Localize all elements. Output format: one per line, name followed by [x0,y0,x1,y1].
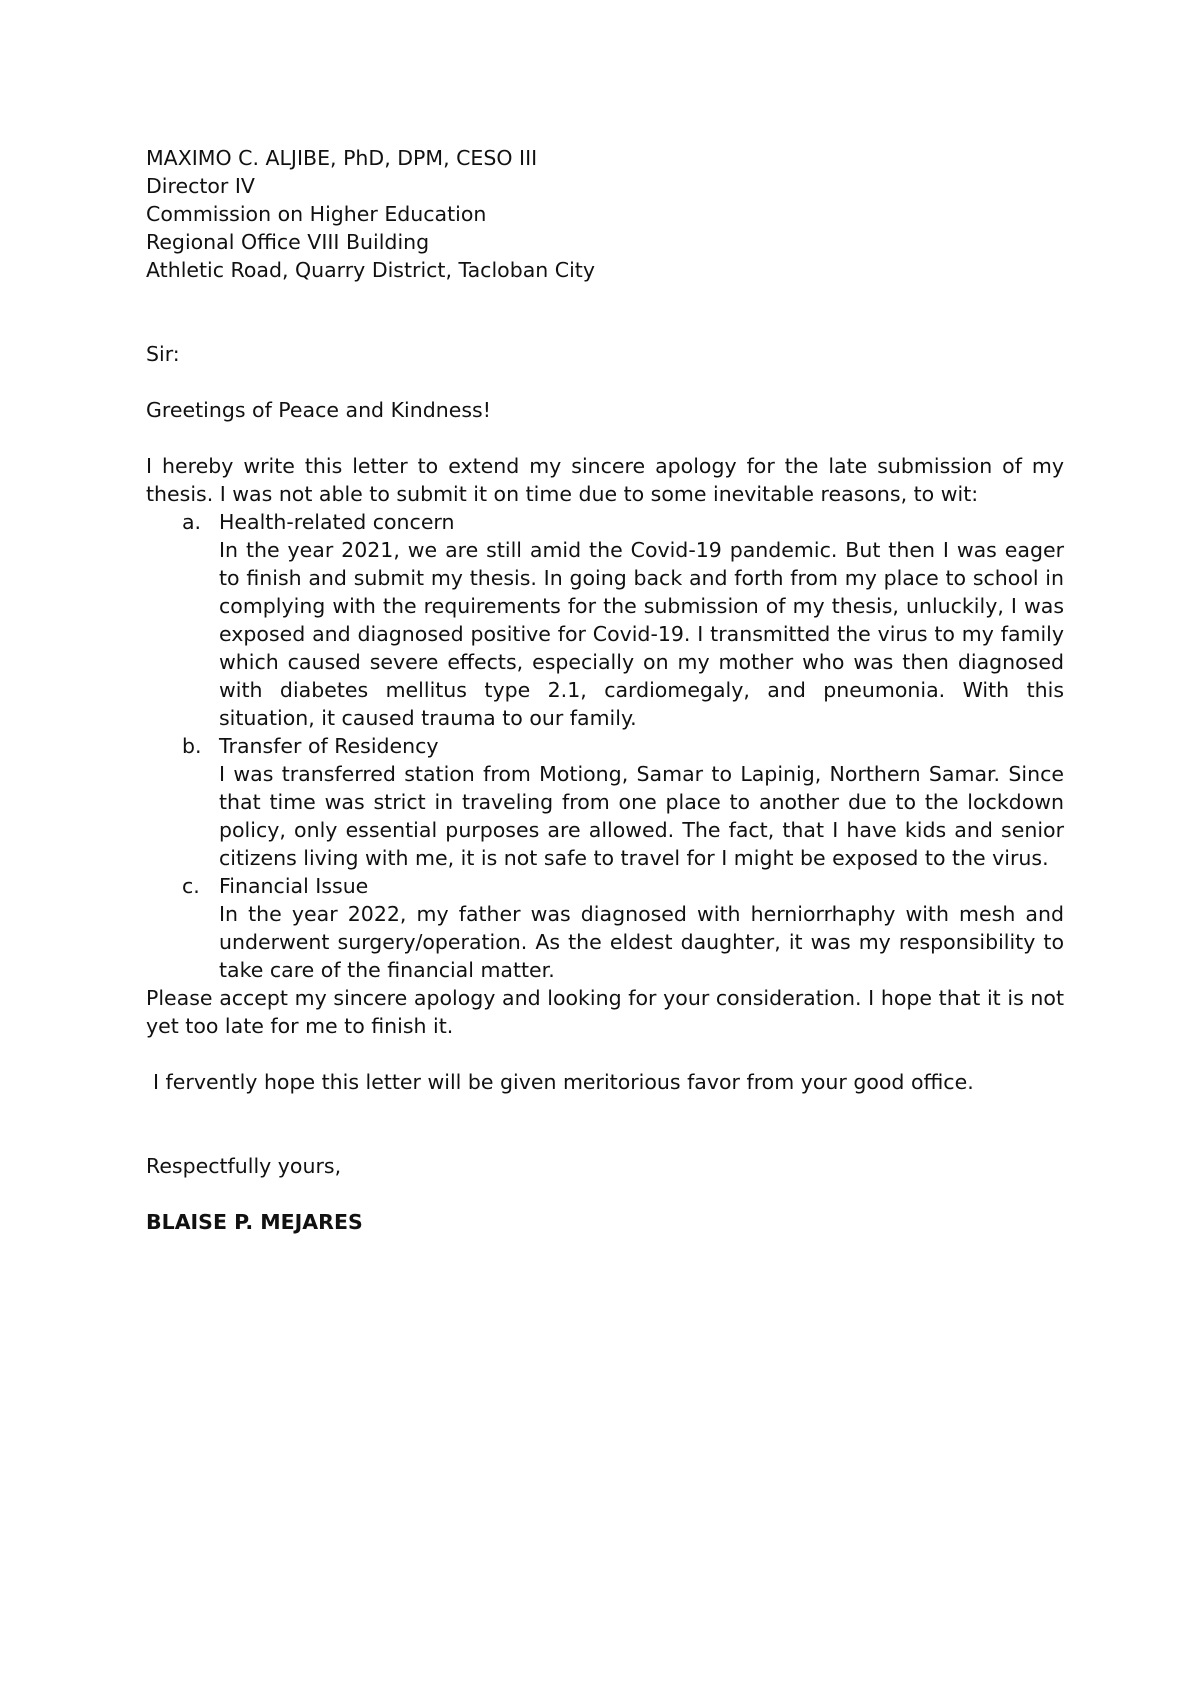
list-marker: b. [182,734,202,758]
list-marker: c. [182,874,200,898]
recipient-name: MAXIMO C. ALJIBE, PhD, DPM, CESO III [146,146,538,170]
hope-paragraph: I fervently hope this letter will be given meritorious favor from your good office. [153,1070,974,1094]
reason-heading: Financial Issue [219,874,369,898]
reason-body: In the year 2022, my father was diagnosed with herniorrhaphy with mesh and underwent surgery/operation. As the eldest daughter, it was my responsibility to take care of the financial matter. [219,902,1064,982]
salutation: Sir: [146,342,180,366]
reason-body: In the year 2021, we are still amid the Covid-19 pandemic. But then I was eager to finish and submit my thesis. In going back and forth from my place to school in complying with the requirements for the submission of my thesis, unluckily, I was exposed and diagnosed positive for Covid-19. I transmitted the virus to my family which caused severe effects, especially on my mother who was then diagnosed with diabetes mellitus type 2.1, cardiomegaly, and pneumonia. With this situation, it caused trauma to our family. [219,538,1064,730]
recipient-title: Director IV [146,174,255,198]
list-item [146,872,1064,984]
reason-heading: Health-related concern [219,510,455,534]
recipient-office: Regional Office VIII Building [146,230,430,254]
apology-paragraph: Please accept my sincere apology and looking for your consideration. I hope that it is not yet too late for me to finish it. [146,986,1064,1038]
list-marker: a. [182,510,202,534]
reason-body: I was transferred station from Motiong, Samar to Lapinig, Northern Samar. Since that time was strict in traveling from one place to another due to the lockdown policy, only essential purposes are allowed. The fact, that I have kids and senior citizens living with me, it is not safe to travel for I might be exposed to the virus. [219,762,1064,870]
recipient-block [146,144,1064,284]
reason-heading: Transfer of Residency [219,734,439,758]
recipient-address: Athletic Road, Quarry District, Tacloban City [146,258,595,282]
reasons-list [146,508,1064,984]
list-item [146,508,1064,732]
intro-paragraph: I hereby write this letter to extend my sincere apology for the late submission of my thesis. I was not able to submit it on time due to some inevitable reasons, to wit: [146,454,1064,506]
recipient-organization: Commission on Higher Education [146,202,487,226]
letter-page [146,144,1064,1236]
signatory-name: BLAISE P. MEJARES [146,1210,363,1234]
list-item [146,732,1064,872]
closing: Respectfully yours, [146,1154,342,1178]
greeting: Greetings of Peace and Kindness! [146,398,491,422]
